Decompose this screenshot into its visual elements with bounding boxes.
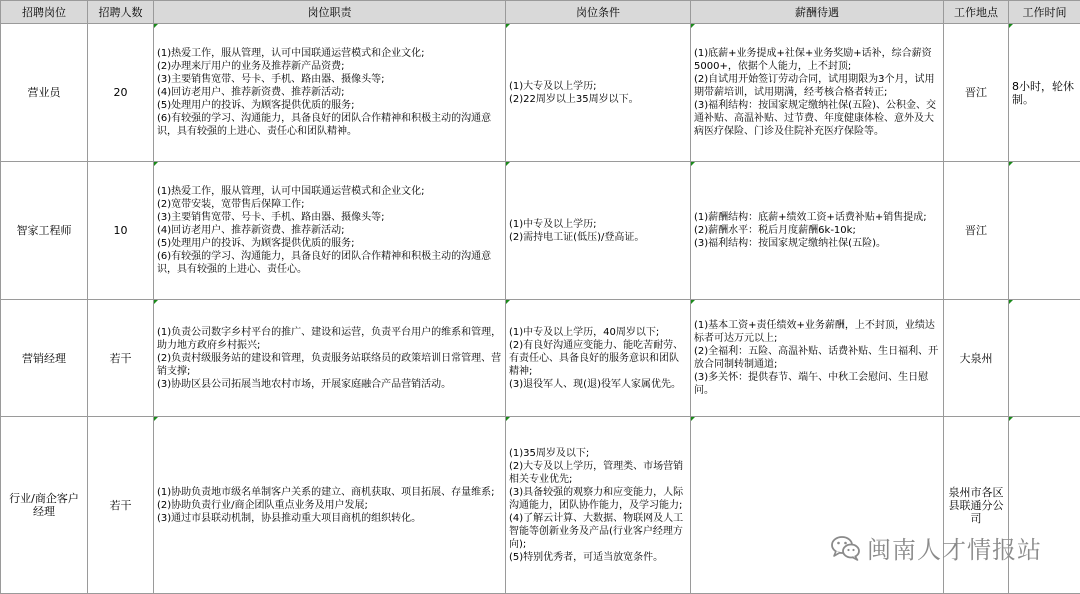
cell-hours: 8小时，轮休制。 <box>1009 24 1080 162</box>
cell-position: 行业/商企客户经理 <box>1 417 88 594</box>
table-row <box>1 300 1080 417</box>
cell-position: 营销经理 <box>1 300 88 417</box>
cell-hours <box>1009 162 1080 300</box>
cell-requirements: (1)中专及以上学历; (2)需持电工证(低压)/登高证。 <box>506 162 691 300</box>
header-location: 工作地点 <box>944 1 1009 24</box>
header-requirements: 岗位条件 <box>506 1 691 24</box>
wechat-icon <box>831 535 861 561</box>
cell-hours <box>1009 417 1080 594</box>
watermark-text: 闽南人才情报站 <box>867 536 1042 564</box>
cell-salary: (1)底薪+业务提成+社保+业务奖励+话补，综合薪资5000+，依据个人能力，上不封顶; (2)自试用开始签订劳动合同，试用期限为3个月，试用期带薪培训，试用期满，经考核合格者转正; (3)福利结构：按国家规定缴纳社保(五险)、公积金、交通补贴、高温补贴、过节费、年度健康体检、意外及大病医疗保险、门诊及住院补充医疗保险等。 <box>691 24 944 162</box>
cell-duties: (1)热爱工作，服从管理，认可中国联通运营模式和企业文化; (2)宽带安装，宽带售后保障工作; (3)主要销售宽带、号卡、手机、路由器、摄像头等; (4)回访老用户、推荐新资费、推荐新活动; (5)处理用户的投诉、为顾客提供优质的服务; (6)有较强的学习、沟通能力，具备良好的团队合作精神和积极主动的沟通意识，具有较强的上进心、责任心。 <box>154 162 506 300</box>
cell-requirements: (1)中专及以上学历，40周岁以下; (2)有良好沟通应变能力、能吃苦耐劳、有责任心、具备良好的服务意识和团队精神; (3)退役军人、现(退)役军人家属优先。 <box>506 300 691 417</box>
header-position: 招聘岗位 <box>1 1 88 24</box>
cell-count: 若干 <box>88 300 154 417</box>
cell-location: 泉州市各区县联通分公司 <box>944 417 1009 594</box>
header-row <box>1 1 1080 24</box>
cell-location: 晋江 <box>944 162 1009 300</box>
header-hours: 工作时间 <box>1009 1 1080 24</box>
cell-requirements: (1)大专及以上学历; (2)22周岁以上35周岁以下。 <box>506 24 691 162</box>
cell-position: 营业员 <box>1 24 88 162</box>
cell-salary: (1)基本工资+责任绩效+业务薪酬，上不封顶，业绩达标者可达万元以上; (2)全福利：五险、高温补贴、话费补贴、生日福利、开放合同制转制通道; (3)多关怀：提供春节、端午、中秋工会慰问、生日慰问。 <box>691 300 944 417</box>
cell-salary: (1)薪酬结构：底薪+绩效工资+话费补贴+销售提成; (2)薪酬水平：税后月度薪酬6k-10k; (3)福利结构：按国家规定缴纳社保(五险)。 <box>691 162 944 300</box>
table-row <box>1 24 1080 162</box>
table-row <box>1 417 1080 594</box>
table-row <box>1 162 1080 300</box>
cell-position: 智家工程师 <box>1 162 88 300</box>
cell-duties: (1)热爱工作，服从管理，认可中国联通运营模式和企业文化; (2)办理来厅用户的业务及推荐新产品资费; (3)主要销售宽带、号卡、手机、路由器、摄像头等; (4)回访老用户、推荐新资费、推荐新活动; (5)处理用户的投诉、为顾客提供优质的服务; (6)有较强的学习、沟通能力，具备良好的团队合作精神和积极主动的沟通意识，具有较强的上进心、责任心和团队精神。 <box>154 24 506 162</box>
cell-requirements: (1)35周岁及以下; (2)大专及以上学历，管理类、市场营销相关专业优先; (3)具备较强的观察力和应变能力，人际沟通能力，团队协作能力，及学习能力; (4)了解云计算、大数据、物联网及人工智能等创新业务及产品(行业客户经理方向); (5)特别优秀者，可适当放宽条件。 <box>506 417 691 594</box>
cell-count: 20 <box>88 24 154 162</box>
header-duties: 岗位职责 <box>154 1 506 24</box>
cell-location: 大泉州 <box>944 300 1009 417</box>
cell-salary <box>691 417 944 594</box>
cell-duties: (1)负责公司数字乡村平台的推广、建设和运营，负责平台用户的维系和管理，助力地方政府乡村振兴; (2)负责村级服务站的建设和管理，负责服务站联络员的政策培训日常管理、营销支撑; (3)协助区县公司拓展当地农村市场，开展家庭融合产品营销活动。 <box>154 300 506 417</box>
cell-count: 10 <box>88 162 154 300</box>
cell-count: 若干 <box>88 417 154 594</box>
watermark <box>831 530 1042 565</box>
cell-location: 晋江 <box>944 24 1009 162</box>
cell-duties: (1)协助负责地市级名单制客户关系的建立、商机获取、项目拓展、存量维系; (2)协助负责行业/商企团队重点业务及用户发展; (3)通过市县联动机制，协县推动重大项目商机的组织转化。 <box>154 417 506 594</box>
header-salary: 薪酬待遇 <box>691 1 944 24</box>
header-count: 招聘人数 <box>88 1 154 24</box>
cell-hours <box>1009 300 1080 417</box>
